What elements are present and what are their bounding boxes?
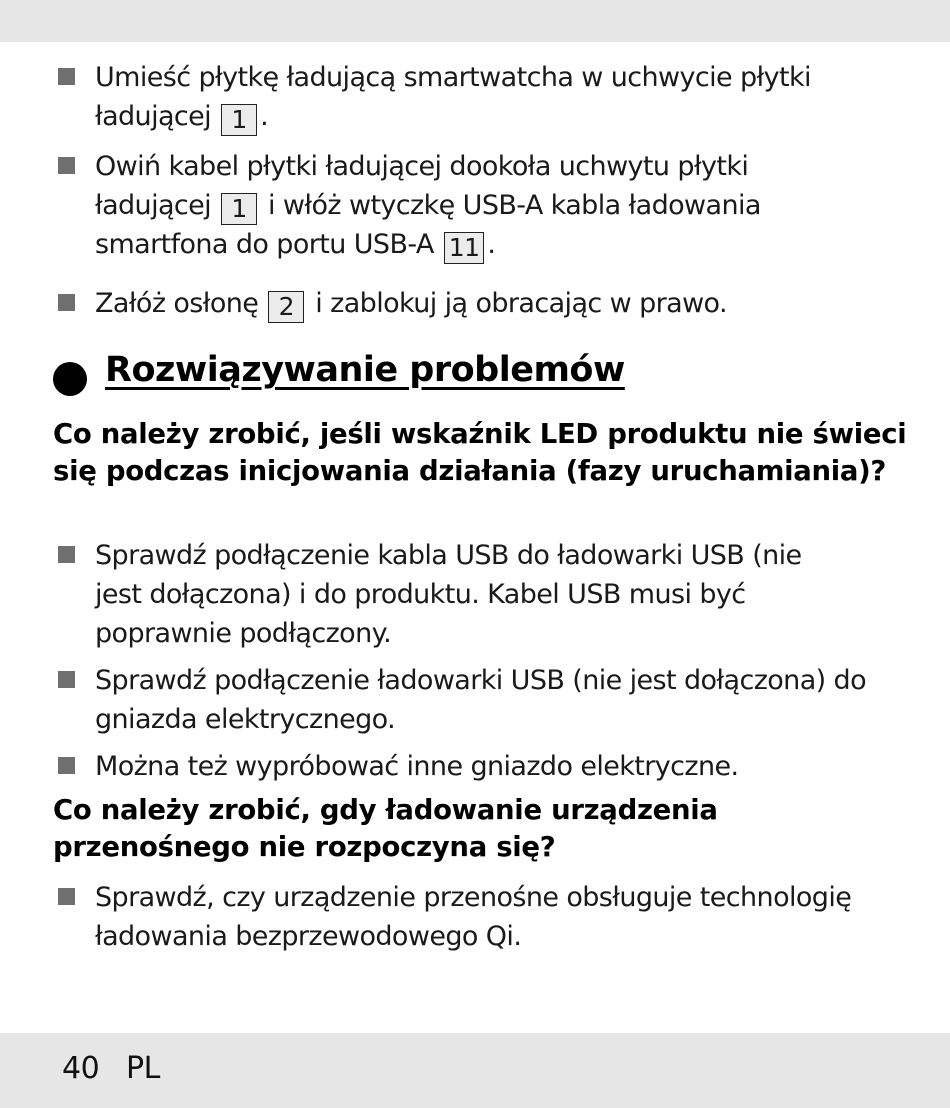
part-reference-box: 1 xyxy=(221,104,257,136)
text-segment: . xyxy=(260,101,269,132)
square-bullet-icon xyxy=(58,157,75,174)
square-bullet-icon xyxy=(58,671,75,688)
list-item-text xyxy=(95,147,855,264)
text-segment: Umieść płytkę ładującą smartwatcha w uchwycie płytki ładującej xyxy=(95,62,811,132)
part-reference-box: 11 xyxy=(444,232,485,264)
square-bullet-icon xyxy=(58,888,75,905)
text-segment: . xyxy=(487,229,496,260)
list-item-text xyxy=(95,284,885,323)
question-heading: Co należy zrobić, jeśli wskaźnik LED produktu nie świeci się podczas inicjowania działania (fazy uruchamiania)? xyxy=(53,418,907,487)
page-number: 40 xyxy=(62,1051,100,1086)
text-segment: Załóż osłonę xyxy=(95,288,267,319)
square-bullet-icon xyxy=(58,546,75,563)
part-reference-box: 1 xyxy=(221,193,257,225)
list-item-text: Można też wypróbować inne gniazdo elektryczne. xyxy=(95,751,739,782)
text-segment: Owiń kabel płytki ładującej dookoła uchwytu płytki ładującej xyxy=(95,151,749,221)
round-bullet-icon xyxy=(53,362,87,396)
question-heading: Co należy zrobić, gdy ładowanie urządzenia przenośnego nie rozpoczyna się? xyxy=(53,794,718,863)
text-segment: i zablokuj ją obracając w prawo. xyxy=(307,288,727,319)
text-segment: i włóż wtyczkę USB-A kabla ładowania smartfona do portu USB-A xyxy=(95,190,761,260)
list-item-text: Sprawdź podłączenie kabla USB do ładowarki USB (nie jest dołączona) i do produktu. Kabel USB musi być poprawnie podłączony. xyxy=(95,540,802,649)
language-code: PL xyxy=(126,1051,160,1086)
list-item-text: Sprawdź, czy urządzenie przenośne obsługuje technologię ładowania bezprzewodowego Qi. xyxy=(95,882,852,952)
square-bullet-icon xyxy=(58,294,75,311)
list-item-text xyxy=(95,58,885,136)
square-bullet-icon xyxy=(58,68,75,85)
page-header-bar xyxy=(0,0,950,42)
part-reference-box: 2 xyxy=(268,291,304,323)
list-item-text: Sprawdź podłączenie ładowarki USB (nie jest dołączona) do gniazda elektrycznego. xyxy=(95,665,867,735)
square-bullet-icon xyxy=(58,757,75,774)
section-title: Rozwiązywanie problemów xyxy=(105,350,625,390)
page-footer xyxy=(0,1033,950,1108)
